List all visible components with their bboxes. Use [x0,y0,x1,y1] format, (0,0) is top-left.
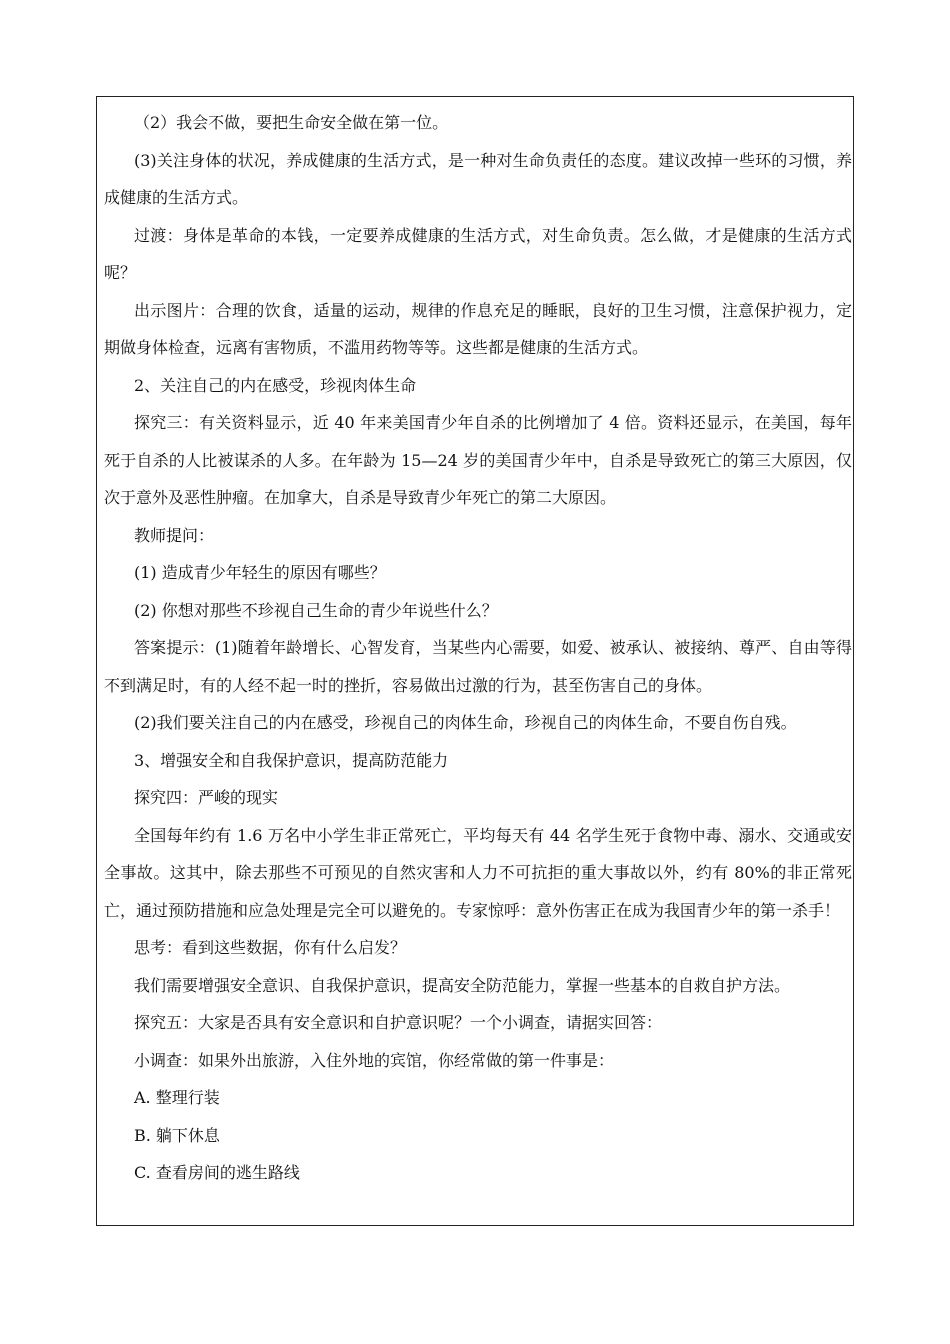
paragraph-item: 答案提示：(1)随着年龄增长、心智发育，当某些内心需要，如爱、被承认、被接纳、尊严、自由等得不到满足时，有的人经不起一时的挫折，容易做出过激的行为，甚至伤害自己的身体。 [104,638,852,695]
paragraph-item: 探究五：大家是否具有安全意识和自护意识呢？一个小调查，请据实回答： [134,1013,663,1032]
paragraph-item: 探究四：严峻的现实 [134,788,279,807]
paragraph-item: (3)关注身体的状况，养成健康的生活方式，是一种对生命负责任的态度。建议改掉一些环的习惯，养成健康的生活方式。 [104,150,852,207]
paragraph-item: 教师提问： [134,525,215,545]
paragraph-item: 探究三：有关资料显示，近 40 年来美国青少年自杀的比例增加了 4 倍。资料还显示，在美国，每年死于自杀的人比被谋杀的人多。在年龄为 15—24 岁的美国青少年中，自杀是导致死亡的第三大原因，仅次于意外及恶性肿瘤。在加拿大，自杀是导致青少年死亡的第二大原因。 [104,413,852,507]
option-item: C. 查看房间的逃生路线 [134,1163,300,1182]
paragraph-item: 小调查：如果外出旅游，入住外地的宾馆，你经常做的第一件事是： [134,1050,615,1070]
paragraph-item: 我们需要增强安全意识、自我保护意识，提高安全防范能力，掌握一些基本的自救自护方法。 [134,975,791,995]
question-item: (1) 造成青少年轻生的原因有哪些？ [134,563,386,582]
paragraph-item: （2）我会不做，要把生命安全做在第一位。 [134,113,449,132]
paragraph-item: (2)我们要关注自己的内在感受，珍视自己的肉体生命，珍视自己的肉体生命，不要自伤自残。 [134,713,797,732]
paragraph-item: 全国每年约有 1.6 万名中小学生非正常死亡，平均每天有 44 名学生死于食物中毒、溺水、交通或安全事故。这其中，除去那些不可预见的自然灾害和人力不可抗拒的重大事故以外，约有 80%的非正常死亡，通过预防措施和应急处理是完全可以避免的。专家惊呼：意外伤害正在成为我国青少年的第一杀手！ [104,825,852,920]
document-body [104,104,852,1192]
paragraph-item: 过渡：身体是革命的本钱，一定要养成健康的生活方式，对生命负责。怎么做，才是健康的生活方式呢？ [104,225,852,282]
option-item: B. 躺下休息 [134,1125,220,1145]
option-item: A. 整理行装 [134,1088,220,1107]
question-item: (2) 你想对那些不珍视自己生命的青少年说些什么？ [134,600,498,620]
section-heading: 3、增强安全和自我保护意识，提高防范能力 [134,750,449,770]
paragraph-item: 出示图片：合理的饮食，适量的运动，规律的作息充足的睡眠，良好的卫生习惯，注意保护视力，定期做身体检查，远离有害物质，不滥用药物等等。这些都是健康的生活方式。 [104,300,852,357]
paragraph-item: 思考：看到这些数据，你有什么启发？ [134,938,407,957]
section-heading: 2、关注自己的内在感受，珍视肉体生命 [134,375,417,395]
